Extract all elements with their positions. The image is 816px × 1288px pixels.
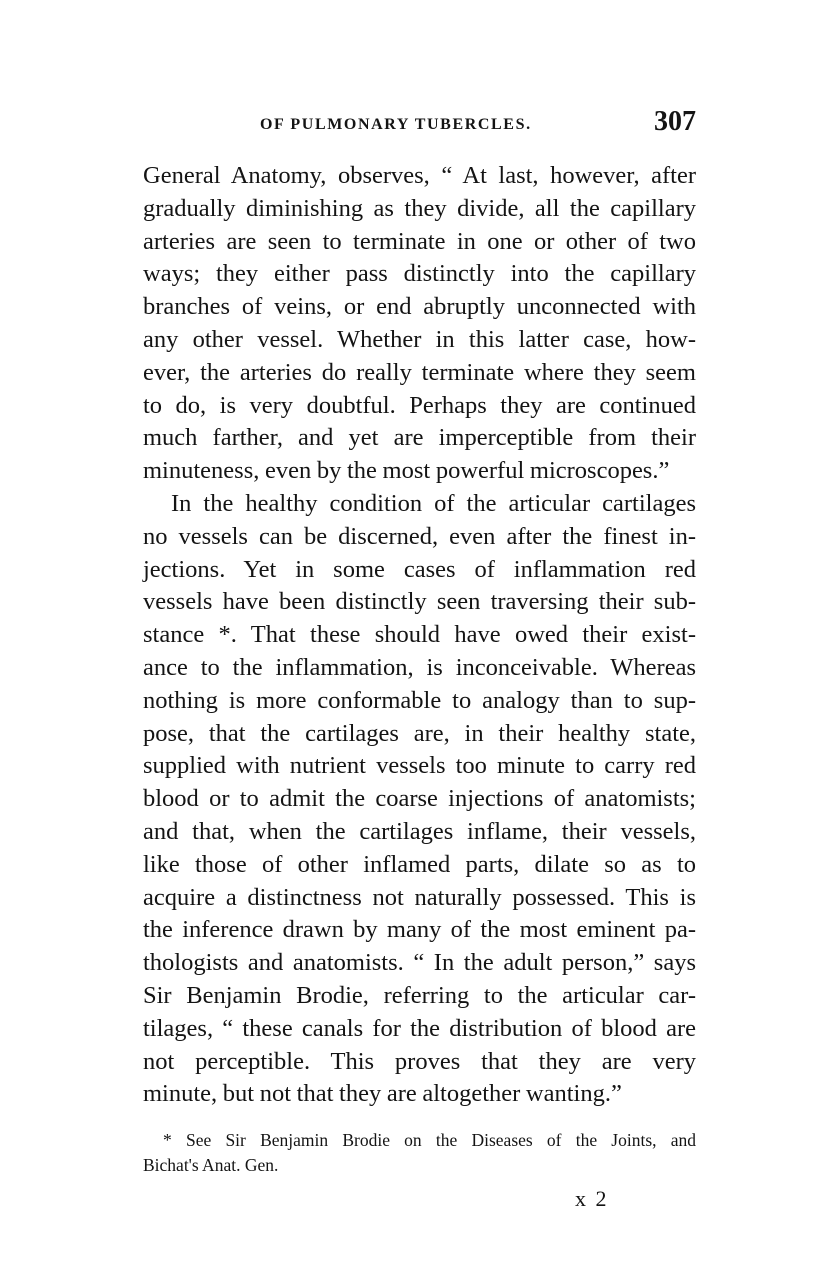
text-line: pose, that the cartilages are, in their healthy state, xyxy=(143,719,696,747)
body-text xyxy=(143,160,696,1111)
text-line: gradually diminishing as they divide, all the capillary xyxy=(143,194,696,222)
text-line: jections. Yet in some cases of inflammation red xyxy=(143,555,696,583)
text-line: arteries are seen to terminate in one or other of two xyxy=(143,227,696,255)
text-line: the inference drawn by many of the most eminent pa- xyxy=(143,916,696,944)
text-line: ance to the inflammation, is inconceivable. Whereas xyxy=(143,653,696,681)
footnote-line: Bichat's Anat. Gen. xyxy=(143,1155,279,1175)
text-line: Sir Benjamin Brodie, referring to the articular car- xyxy=(143,981,696,1009)
text-line: no vessels can be discerned, even after the finest in- xyxy=(143,522,696,550)
page-number: 307 xyxy=(654,106,696,137)
running-title: OF PULMONARY TUBERCLES. xyxy=(260,116,532,133)
text-line: minuteness, even by the most powerful microscopes.” xyxy=(143,457,670,485)
text-line: acquire a distinctness not naturally possessed. This is xyxy=(143,883,696,911)
text-line: ever, the arteries do really terminate where they seem xyxy=(143,358,696,386)
text-line: any other vessel. Whether in this latter case, how- xyxy=(143,325,696,353)
text-line: blood or to admit the coarse injections of anatomists; xyxy=(143,785,696,813)
text-line: like those of other inflamed parts, dilate so as to xyxy=(143,850,696,878)
text-line: stance *. That these should have owed their exist- xyxy=(143,621,696,649)
text-line: to do, is very doubtful. Perhaps they are continued xyxy=(143,391,696,419)
text-line: vessels have been distinctly seen traversing their sub- xyxy=(143,588,696,616)
running-head xyxy=(140,106,696,142)
text-line: nothing is more conformable to analogy than to sup- xyxy=(143,686,696,714)
footnote xyxy=(143,1128,696,1178)
paragraph-start-line: In the healthy condition of the articular cartilages xyxy=(171,489,696,517)
text-line: General Anatomy, observes, “ At last, however, after xyxy=(143,162,696,189)
text-line: and that, when the cartilages inflame, their vessels, xyxy=(143,817,696,845)
text-line: not perceptible. This proves that they are very xyxy=(143,1047,696,1075)
text-line: supplied with nutrient vessels too minute to carry red xyxy=(143,752,696,780)
signature-mark: x 2 xyxy=(575,1186,609,1211)
footnote-line: * See Sir Benjamin Brodie on the Diseases of the Joints, and xyxy=(163,1130,696,1150)
text-line: tilages, “ these canals for the distribution of blood are xyxy=(143,1014,696,1042)
text-line: branches of veins, or end abruptly unconnected with xyxy=(143,293,696,321)
text-line: much farther, and yet are imperceptible from their xyxy=(143,424,696,452)
text-line: ways; they either pass distinctly into the capillary xyxy=(143,260,696,288)
text-line: thologists and anatomists. “ In the adult person,” says xyxy=(143,949,696,977)
text-line: minute, but not that they are altogether wanting.” xyxy=(143,1080,622,1108)
